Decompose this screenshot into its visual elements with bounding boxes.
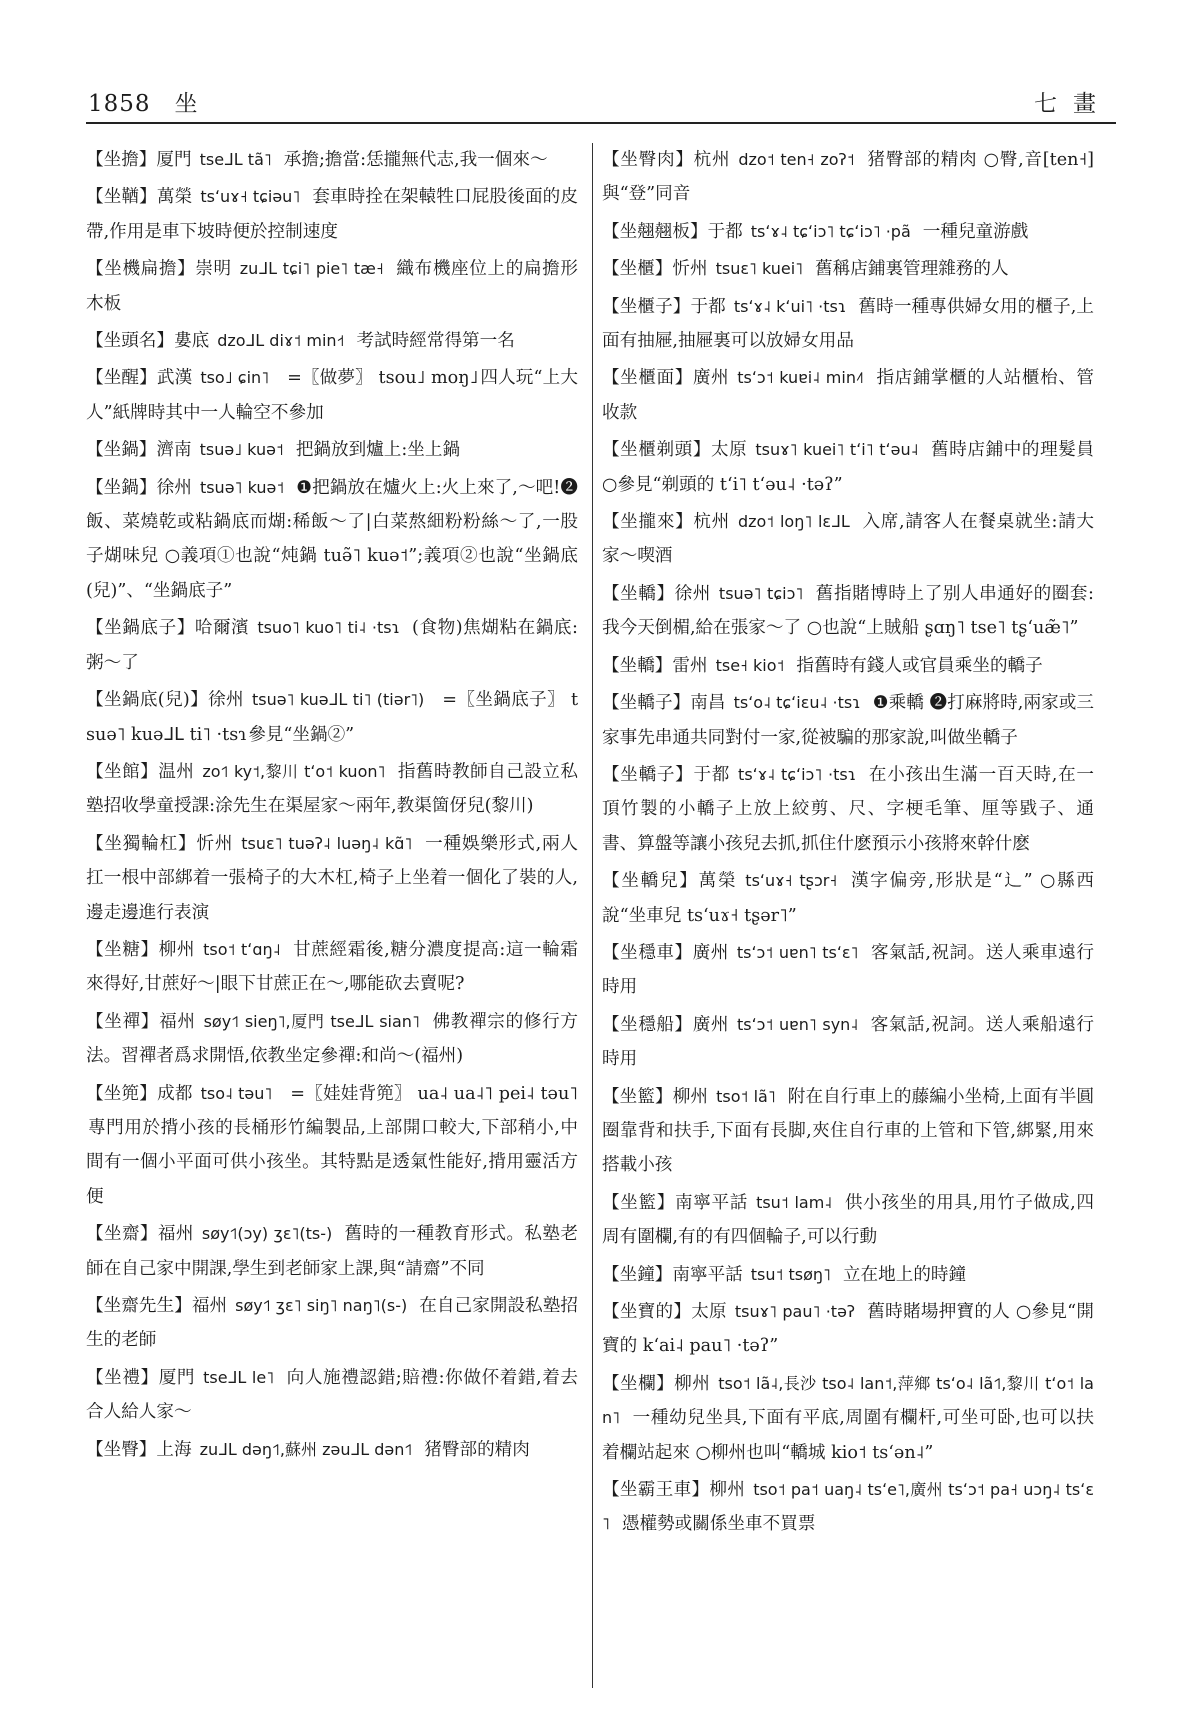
entry-headword: 【坐穩船】 xyxy=(602,1014,693,1035)
entry-headword: 【坐櫃子】 xyxy=(602,296,691,317)
entry-pronunciation: tsuɤ˥ kuei˥ tʻi˥ tʻəu˨ xyxy=(755,440,919,460)
entry-headword: 【坐鞧】 xyxy=(86,187,157,208)
dictionary-entry xyxy=(86,471,578,609)
entry-pronunciation: dzo˦ loŋ˥ lɛᒧᒪ xyxy=(737,512,850,532)
entry-headword: 【坐轎子】 xyxy=(602,693,691,714)
entry-dialect-location: 廣州 xyxy=(692,1014,729,1035)
entry-headword: 【坐攏來】 xyxy=(602,512,694,533)
entry-definition: 向人施禮認錯;賠禮:你做伓着錯,着去合人給人家～ xyxy=(86,1367,579,1423)
entry-definition: 供小孩坐的用具,用竹子做成,四周有圍欄,有的有四個輪子,可以行動 xyxy=(602,1192,1095,1248)
entry-dialect-location: 柳州 xyxy=(674,1373,711,1394)
entry-dialect-location: 徐州 xyxy=(208,690,244,711)
entry-pronunciation: tso˦ lã˥ xyxy=(716,1086,776,1106)
dictionary-entry xyxy=(86,1077,578,1215)
entry-dialect-location: 徐州 xyxy=(674,583,711,604)
entry-definition: 參見“坐鍋②” xyxy=(248,724,355,745)
entry-headword: 【坐櫃剃頭】 xyxy=(602,440,711,461)
dictionary-entry xyxy=(602,758,1094,861)
entry-dialect-location: 忻州 xyxy=(196,833,234,854)
entry-definition: 考試時經常得第一名 xyxy=(356,331,515,352)
entry-definition: ❶乘轎 ❷打麻將時,兩家或三家事先串通共同對付一家,從被騙的那家說,叫做坐轎子 xyxy=(602,693,1094,748)
entry-pronunciation: tsʻɔ˦ uɐn˥ tsʻɛ˥ xyxy=(736,942,859,962)
entry-dialect-location: 萬榮 xyxy=(156,187,193,208)
entry-definition: 憑權勢或關係坐車不買票 xyxy=(621,1514,816,1535)
entry-headword: 【坐篼】 xyxy=(86,1083,158,1104)
entry-definition: 舊指賭博時上了别人串通好的圈套:我今天倒楣,給在張家～了 ○也說“上賊船 ʂɑŋ˥ tse˥ tʂʻuæ̃˥” xyxy=(602,583,1094,639)
entry-definition: (食物)焦煳粘在鍋底:粥～了 xyxy=(86,618,578,673)
entry-dialect-location: 厦門 xyxy=(158,1367,196,1388)
page-header xyxy=(86,80,1116,124)
entry-headword: 【坐轎子】 xyxy=(602,764,694,785)
entry-pronunciation: tso˦ tʻɑŋ˨ xyxy=(203,939,281,959)
entry-equivalent-term: =〖娃娃背篼〗 ua˨ ua˨˥ pei˨ təu˥ xyxy=(290,1083,578,1104)
entry-dialect-location: 柳州 xyxy=(709,1480,746,1501)
entry-dialect-location: 上海 xyxy=(156,1439,192,1460)
entry-pronunciation: tse˧ kio˦ xyxy=(715,655,785,675)
entry-headword: 【坐獨輪杠】 xyxy=(86,833,197,854)
entry-pronunciation: tsʻɔ˦ kuɐi˨ min˨˥ xyxy=(737,368,864,388)
entry-headword: 【坐擔】 xyxy=(86,150,157,170)
dictionary-entry xyxy=(86,361,578,430)
entry-definition: 在自己家開設私塾招生的老師 xyxy=(86,1296,578,1351)
header-left xyxy=(88,85,199,118)
entry-definition: 漢字偏旁,形狀是“辶” ○縣西說“坐車兒 tsʻuɤ˧ tʂər˥” xyxy=(602,871,1094,926)
dictionary-entry xyxy=(602,252,1094,286)
entry-definition: 舊時店鋪中的理髮員 ○參見“剃頭的 tʻi˥ tʻəu˨ ·təʔ” xyxy=(602,440,1094,495)
entry-pronunciation: søy˦˥(ɔy) ʒɛ˥(ts-) xyxy=(201,1224,333,1244)
entry-pronunciation: tsuə˥ kuə˦ xyxy=(199,477,285,497)
entry-pronunciation: tsu˦ tsøŋ˥ xyxy=(750,1264,831,1284)
dictionary-entry xyxy=(602,1186,1094,1255)
entry-headword: 【坐鍋底(兒)】 xyxy=(86,690,209,711)
entry-pronunciation: tsuə˥ kuəᒧᒪ ti˥ (tiər˥) xyxy=(251,690,425,710)
entry-dialect-location: 太原 xyxy=(711,440,748,461)
entry-headword: 【坐鍋】 xyxy=(86,440,157,461)
entry-dialect-location: 崇明 xyxy=(195,259,232,280)
entry-pronunciation: tsʻɤ˨ tɕʻiɔ˥ ·tsɿ xyxy=(738,764,857,784)
dictionary-entry xyxy=(602,577,1094,646)
entry-headword: 【坐霸王車】 xyxy=(602,1480,710,1501)
dictionary-entry xyxy=(86,933,578,1002)
entry-headword: 【坐籃】 xyxy=(602,1086,673,1107)
entry-definition: 一種娛樂形式,兩人扛一根中部綁着一張椅子的大木杠,椅子上坐着一個化了裝的人,邊走邊進行表演 xyxy=(86,833,578,923)
entry-pronunciation: tso˦ lã˨,長沙 tso˨ lan˦,萍鄉 tsʻo˨ lã˦˥,黎川 tʻo˦ lan˥ xyxy=(602,1373,1094,1428)
entry-dialect-location: 厦門 xyxy=(156,150,192,170)
entry-headword: 【坐醒】 xyxy=(86,368,157,389)
entry-dialect-location: 杭州 xyxy=(693,150,731,170)
entry-equivalent-term: =〖坐鍋底子〗 tsuə˥ kuəᒧᒪ ti˥ ·tsɿ xyxy=(86,690,579,745)
entry-definition: 舊時的一種教育形式。私塾老師在自己家中開課,學生到老師家上課,與“請齋”不同 xyxy=(86,1224,578,1279)
entry-dialect-location: 廣州 xyxy=(692,368,730,389)
entry-definition: 一種兒童游戲 xyxy=(922,221,1029,242)
dictionary-entry xyxy=(602,1080,1094,1183)
entry-dialect-location: 于都 xyxy=(690,296,726,317)
entry-dialect-location: 萬榮 xyxy=(698,871,738,892)
dictionary-entry xyxy=(86,1361,578,1430)
dictionary-entry xyxy=(602,1008,1094,1077)
entry-dialect-location: 柳州 xyxy=(672,1086,709,1107)
entry-dialect-location: 雷州 xyxy=(672,655,708,676)
dictionary-entry xyxy=(86,1217,578,1286)
dictionary-entry xyxy=(602,936,1094,1005)
entry-definition: 舊時賭場押寶的人 ○參見“開寶的 kʻai˨ pau˥ ·təʔ” xyxy=(602,1302,1094,1357)
dictionary-entry xyxy=(602,361,1094,430)
dictionary-entry xyxy=(86,252,578,321)
entry-definition: 客氣話,祝詞。送人乘船遠行時用 xyxy=(602,1014,1094,1070)
entry-dialect-location: 柳州 xyxy=(158,939,196,960)
entry-pronunciation: tsʻuɤ˧ tɕiəu˥ xyxy=(200,187,301,207)
entry-dialect-location: 南昌 xyxy=(690,693,726,714)
entry-definition: 舊稱店鋪裏管理雜務的人 xyxy=(815,259,1009,280)
entry-dialect-location: 忻州 xyxy=(672,259,708,280)
entry-pronunciation: tsʻo˨ tɕʻiɛu˨ ·tsɿ xyxy=(733,693,861,713)
entry-headword: 【坐齋】 xyxy=(86,1224,158,1245)
entry-pronunciation: tsʻɤ˨ kʻui˥ ·tsɿ xyxy=(733,296,847,316)
dictionary-entry xyxy=(602,1367,1094,1470)
entry-dialect-location: 福州 xyxy=(191,1296,228,1316)
entry-dialect-location: 成都 xyxy=(157,1083,193,1104)
entry-headword: 【坐臀】 xyxy=(86,1439,157,1460)
dictionary-entry xyxy=(602,1473,1094,1542)
entry-dialect-location: 杭州 xyxy=(693,512,730,533)
entry-headword: 【坐禮】 xyxy=(86,1367,159,1388)
dictionary-entry xyxy=(86,433,578,467)
entry-headword: 【坐欄】 xyxy=(602,1373,675,1394)
entry-definition: 四人玩“上大人”紙牌時其中一人輪空不參加 xyxy=(86,368,578,423)
entry-dialect-location: 南寧平話 xyxy=(675,1192,749,1213)
entry-dialect-location: 武漢 xyxy=(156,368,193,389)
entry-headword: 【坐齋先生】 xyxy=(86,1296,192,1316)
entry-headword: 【坐轎兒】 xyxy=(602,871,699,892)
entry-pronunciation: tso˦ pa˦ uaŋ˨ tsʻe˥,廣州 tsʻɔ˦ pa˧ uɔŋ˨ tsʻɛ˥ xyxy=(602,1480,1094,1534)
entry-definition: 佛教禪宗的修行方法。習禪者爲求開悟,依教坐定參禪:和尚～(福州) xyxy=(86,1011,578,1067)
entry-pronunciation: tseᒧᒪ le˥ xyxy=(203,1367,275,1387)
entry-pronunciation: tsʻuɤ˧ tʂɔr˧ xyxy=(745,871,838,891)
dictionary-entry xyxy=(86,1433,578,1467)
dictionary-entry xyxy=(602,1258,1094,1292)
entry-definition: 客氣話,祝詞。送人乘車遠行時用 xyxy=(602,942,1094,998)
entry-definition: 指舊時教師自己設立私塾招收學童授課:涂先生在渠屋家～兩年,教渠箇伢兒(黎川) xyxy=(86,761,578,817)
entry-dialect-location: 于都 xyxy=(707,221,743,242)
entry-pronunciation: tso˨ təu˥ xyxy=(200,1083,273,1103)
dictionary-entry xyxy=(602,505,1094,574)
entry-pronunciation: tsuɛ˥ kuei˥ xyxy=(715,259,804,279)
entry-definition: 專門用於揹小孩的長桶形竹編製品,上部開口較大,下部稍小,中間有一個小平面可供小孩坐。其特點是透氣性能好,揹用靈活方便 xyxy=(86,1117,578,1207)
entry-pronunciation: tsʻɤ˨ tɕʻiɔ˥ tɕʻiɔ˥ ·pã xyxy=(750,221,911,241)
dictionary-entry xyxy=(86,324,578,358)
entry-pronunciation: søy˦˥ sieŋ˥,厦門 tseᒧᒪ sian˥ xyxy=(203,1011,420,1031)
entry-definition: ❶把鍋放在爐火上:火上來了,～吧!❷飯、菜燒乾或粘鍋底而煳:稀飯～了|白菜熬細粉粉絲～了,一股子煳味兒 ○義項①也說“炖鍋 tuə̃˥ kuə˦”;義項②也說“坐鍋底(兒)”、“坐鍋底子” xyxy=(86,477,578,601)
entry-headword: 【坐櫃】 xyxy=(602,259,673,280)
entry-headword: 【坐鍋底子】 xyxy=(86,618,195,639)
entry-definition: 套車時拴在架轅牲口屁股後面的皮帶,作用是車下坡時便於控制速度 xyxy=(86,187,578,242)
entry-definition: 入席,請客人在餐桌就坐:請大家～喫酒 xyxy=(602,512,1094,567)
entry-pronunciation: dzoᒧᒪ diɤ˦ min˧˦ xyxy=(217,331,345,351)
dictionary-entry xyxy=(602,215,1094,249)
entry-headword: 【坐轎】 xyxy=(602,583,675,604)
entry-definition: 附在自行車上的藤編小坐椅,上面有半圓圈靠背和扶手,下面有長脚,夾住自行車的上管和下管,綁緊,用來搭載小孩 xyxy=(602,1086,1094,1176)
entry-definition: 猪臀部的精肉 xyxy=(424,1439,530,1460)
dictionary-entry xyxy=(86,180,578,249)
column-divider xyxy=(592,143,593,1688)
entry-headword: 【坐館】 xyxy=(86,761,159,782)
entry-headword: 【坐臀肉】 xyxy=(602,150,694,170)
dictionary-entry xyxy=(602,433,1094,502)
entry-dialect-location: 廣州 xyxy=(692,942,729,963)
dictionary-entry xyxy=(602,1295,1094,1364)
entry-headword: 【坐糖】 xyxy=(86,939,159,960)
entry-definition: 猪臀部的精肉 ○臀,音[ten˧]與“登”同音 xyxy=(602,150,1094,205)
entry-definition: 指店鋪掌櫃的人站櫃枱、管收款 xyxy=(602,368,1094,423)
entry-dialect-location: 哈爾濱 xyxy=(194,618,250,639)
left-column xyxy=(86,143,578,1470)
entry-headword: 【坐櫃面】 xyxy=(602,368,693,389)
entry-columns xyxy=(86,143,1118,1698)
stroke-section: 七畫 xyxy=(1034,91,1112,117)
head-char: 坐 xyxy=(174,91,199,117)
header-rule xyxy=(86,122,1116,124)
entry-pronunciation: tseᒧᒪ tã˥ xyxy=(199,150,272,169)
dictionary-entry xyxy=(86,143,578,177)
entry-pronunciation: zuᒧᒪ dəŋ˦˥,蘇州 zəuᒧᒪ dən˦˥ xyxy=(199,1439,413,1459)
entry-definition: 舊時一種專供婦女用的櫃子,上面有抽屜,抽屜裏可以放婦女用品 xyxy=(602,296,1094,352)
entry-pronunciation: tso˩ ɕin˥ xyxy=(200,368,270,388)
entry-pronunciation: tsuə˥ tɕiɔ˥ xyxy=(718,583,804,603)
dictionary-entry xyxy=(602,143,1094,212)
entry-dialect-location: 于都 xyxy=(693,764,731,785)
entry-headword: 【坐機扁擔】 xyxy=(86,259,196,280)
entry-headword: 【坐翹翹板】 xyxy=(602,221,708,242)
entry-dialect-location: 南寧平話 xyxy=(672,1264,743,1285)
dictionary-entry xyxy=(86,683,578,752)
entry-pronunciation: dzo˦ ten˧ zoʔ˦ xyxy=(738,150,855,169)
entry-headword: 【坐禪】 xyxy=(86,1011,160,1032)
entry-dialect-location: 徐州 xyxy=(156,477,192,498)
entry-headword: 【坐寶的】 xyxy=(602,1302,692,1322)
entry-definition: 織布機座位上的扁擔形木板 xyxy=(86,259,578,314)
entry-pronunciation: tsu˦ lam˨ xyxy=(756,1192,833,1212)
dictionary-entry xyxy=(86,755,578,824)
entry-definition: 立在地上的時鐘 xyxy=(842,1264,967,1285)
entry-definition: 承擔;擔當:恁攏無代志,我一個來～ xyxy=(283,150,548,170)
dictionary-entry xyxy=(86,1289,578,1358)
entry-headword: 【坐穩車】 xyxy=(602,942,693,963)
page-number: 1858 xyxy=(88,91,151,117)
entry-headword: 【坐籃】 xyxy=(602,1192,676,1213)
entry-pronunciation: tsuə˩ kuə˦ xyxy=(199,440,284,460)
dictionary-entry xyxy=(86,1005,578,1074)
entry-definition: 指舊時有錢人或官員乘坐的轎子 xyxy=(796,655,1043,676)
entry-headword: 【坐轎】 xyxy=(602,655,673,676)
entry-dialect-location: 婁底 xyxy=(173,331,210,352)
entry-dialect-location: 福州 xyxy=(159,1011,196,1032)
entry-dialect-location: 温州 xyxy=(158,761,195,782)
entry-headword: 【坐鐘】 xyxy=(602,1264,673,1285)
entry-definition: 把鍋放到爐上:坐上鍋 xyxy=(295,440,461,461)
entry-pronunciation: tsʻɔ˦ uɐn˥ syn˨ xyxy=(736,1014,859,1034)
right-column xyxy=(602,143,1094,1545)
entry-pronunciation: søy˦˥ ʒɛ˥ siŋ˥ naŋ˥(s-) xyxy=(235,1296,408,1315)
entry-pronunciation: tsuɤ˥ pau˥ ·təʔ xyxy=(734,1302,856,1321)
entry-pronunciation: tsuɛ˥ tuəʔ˨ luəŋ˨ kɑ̃˥ xyxy=(241,833,413,853)
entry-dialect-location: 濟南 xyxy=(156,440,192,461)
entry-equivalent-term: =〖做夢〗 tsou˩ moŋ˩ xyxy=(287,368,479,389)
entry-pronunciation: zuᒧᒪ tɕi˥ pie˥ tæ˧ xyxy=(239,259,384,279)
entry-dialect-location: 太原 xyxy=(691,1302,727,1322)
dictionary-entry xyxy=(602,864,1094,933)
dictionary-entry xyxy=(86,827,578,930)
entry-pronunciation: tsuo˥ kuo˥ ti˨ ·tsɿ xyxy=(257,618,401,638)
entry-definition: 甘蔗經霜後,糖分濃度提高:這一輪霜來得好,甘蔗好～|眼下甘蔗正在～,哪能砍去賣呢? xyxy=(86,939,578,995)
entry-definition: 一種幼兒坐具,下面有平底,周圍有欄杆,可坐可卧,也可以扶着欄站起來 ○柳州也叫“轎城 kio˦ tsʻən˨” xyxy=(602,1408,1094,1463)
entry-definition: 在小孩出生滿一百天時,在一頂竹製的小轎子上放上絞剪、尺、字梗毛筆、厘等戥子、通書、算盤等讓小孩兒去抓,抓住什麽預示小孩將來幹什麽 xyxy=(602,764,1094,854)
entry-headword: 【坐鍋】 xyxy=(86,477,157,498)
entry-pronunciation: zo˦˥ ky˦,黎川 tʻo˦ kuon˥ xyxy=(202,761,386,781)
dictionary-entry xyxy=(602,649,1094,683)
entry-dialect-location: 福州 xyxy=(157,1224,194,1245)
dictionary-entry xyxy=(602,290,1094,359)
dictionary-entry xyxy=(86,611,578,680)
dictionary-entry xyxy=(602,686,1094,755)
entry-headword: 【坐頭名】 xyxy=(86,331,174,352)
